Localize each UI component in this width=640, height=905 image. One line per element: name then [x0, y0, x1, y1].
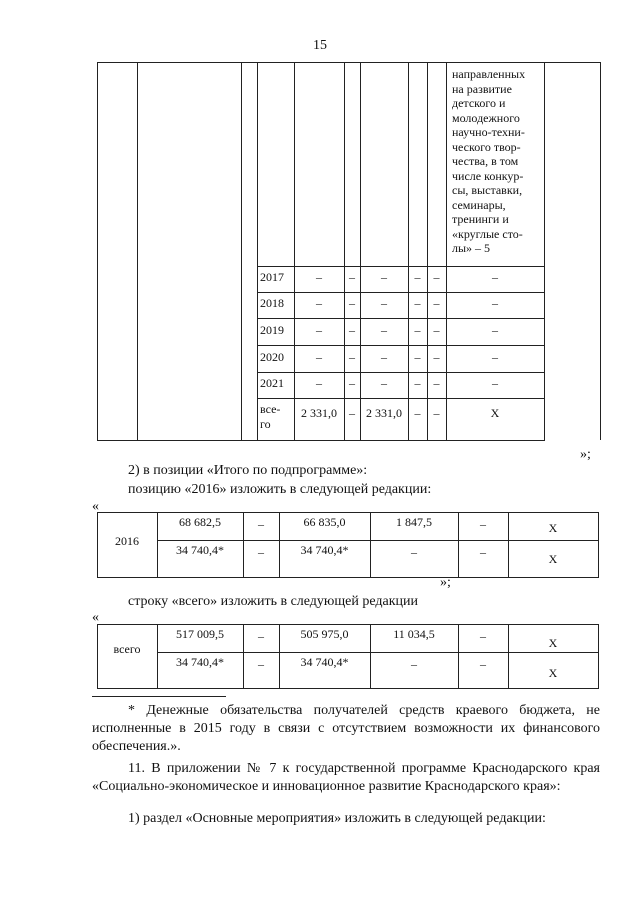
opening-quote: « — [92, 499, 99, 514]
closing-quote: »; — [440, 575, 451, 590]
table-2016: 2016 68 682,5 – 66 835,0 1 847,5 – X 34 740,4* – 34 740,4* – – X — [97, 512, 599, 577]
page-number: 15 — [313, 38, 327, 53]
program-table-fragment: направленных на развитие детского и молодежного научно-техни- ческого твор- чества, в том числе конкур- сы, выставки, семинары, тренинги и «круглые сто- лы» – 5 2017 – – – – – – 2018 – – – – – – 2019 – – – – – – 2020 – – – – – – 2021 – – – – – – все-го 2 331,0 – 2 331,0 – – X — [97, 62, 601, 440]
row-label: всего — [113, 642, 141, 656]
paragraph: 1) раздел «Основные мероприятия» изложить в следующей редакции: — [128, 811, 546, 826]
paragraph: 11. В приложении № 7 к государственной программе Краснодарского края «Социально-экономическое и инновационное развитие Краснодарского края»: — [92, 761, 600, 794]
paragraph: 2) в позиции «Итого по подпрограмме»: — [128, 463, 368, 478]
opening-quote: « — [92, 610, 99, 625]
paragraph: строку «всего» изложить в следующей редакции — [128, 594, 419, 609]
table-total: всего 517 009,5 – 505 975,0 11 034,5 – X 34 740,4* – 34 740,4* – – X — [97, 624, 599, 688]
row-label: 2016 — [115, 534, 139, 548]
activity-description: направленных на развитие детского и молодежного научно-техни- ческого твор- чества, в том числе конкур- сы, выставки, семинары, тренинги и «круглые сто- лы» – 5 — [452, 67, 526, 255]
paragraph: позицию «2016» изложить в следующей редакции: — [128, 482, 432, 497]
footnote: * Денежные обязательства получателей средств краевого бюджета, не исполненные в 2015 году в связи с отсутствием возможности их финансового обеспечения.». — [92, 703, 600, 754]
footnote-separator — [92, 696, 226, 697]
closing-quote: »; — [580, 447, 591, 462]
